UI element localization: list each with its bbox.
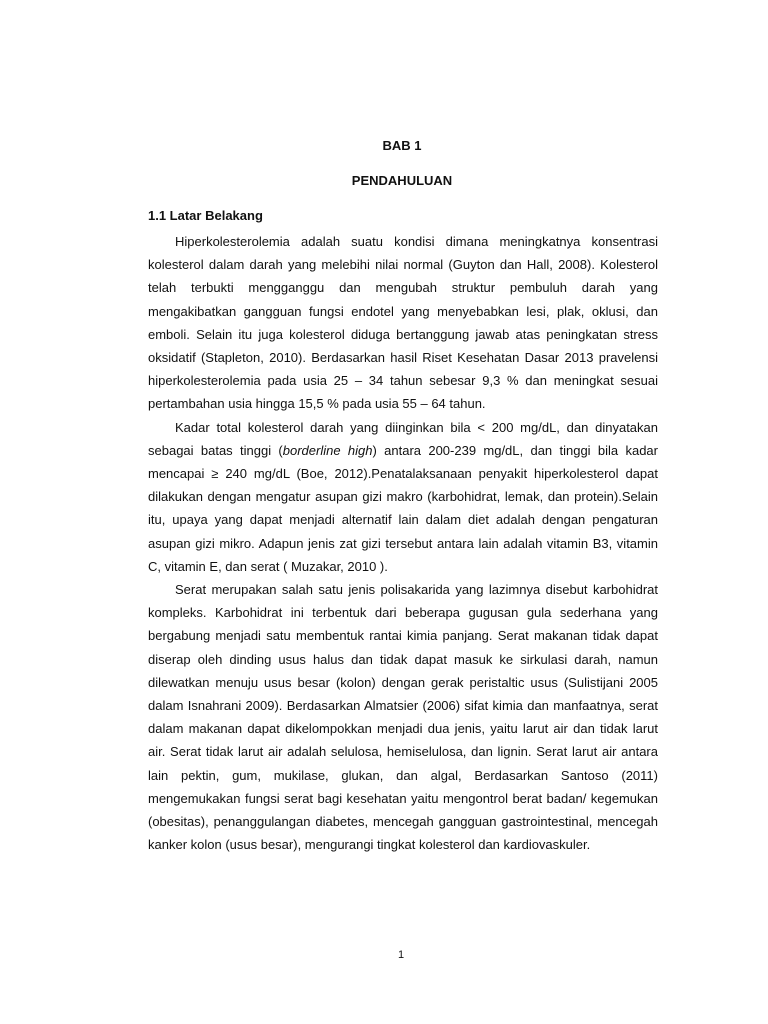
paragraph-2-part-2: ) antara 200-239 mg/dL, dan tinggi bila kadar mencapai ≥ 240 mg/dL (Boe, 2012).Penatalaksanaan penyakit hiperkolesterol dapat dilakukan dengan mengatur asupan gizi makro (karbohidrat, lemak, dan protein).Selain itu, upaya yang dapat menjadi alternatif lain dalam diet adalah dengan pengaturan asupan gizi mikro. Adapun jenis zat gizi tersebut antara lain adalah vitamin B3, vitamin C, vitamin E, dan serat ( Muzakar, 2010 ). <box>148 442 658 574</box>
chapter-heading: BAB 1 <box>382 138 422 153</box>
section-heading: 1.1 Latar Belakang <box>148 208 263 223</box>
body-text <box>148 230 658 856</box>
paragraph-2 <box>148 416 658 578</box>
paragraph-1: Hiperkolesterolemia adalah suatu kondisi dimana meningkatnya konsentrasi kolesterol dalam darah yang melebihi nilai normal (Guyton dan Hall, 2008). Kolesterol telah terbukti mengganggu dan mengubah struktur pembuluh darah yang mengakibatkan gangguan fungsi endotel yang menyebabkan lesi, plak, oklusi, dan emboli. Selain itu juga kolesterol diduga bertanggung jawab atas peningkatan stress oksidatif (Stapleton, 2010). Berdasarkan hasil Riset Kesehatan Dasar 2013 pravelensi hiperkolesterolemia pada usia 25 – 34 tahun sebesar 9,3 % dan meningkat sesuai pertambahan usia hingga 15,5 % pada usia 55 – 64 tahun. <box>148 234 658 412</box>
paragraph-2-part-1: Kadar total kolesterol darah yang diinginkan bila < 200 mg/dL, dan dinyatakan sebagai batas tinggi ( <box>148 419 658 458</box>
paragraph-3: Serat merupakan salah satu jenis polisakarida yang lazimnya disebut karbohidrat kompleks. Karbohidrat ini terbentuk dari beberapa gugusan gula sederhana yang bergabung menjadi satu membentuk rantai kimia panjang. Serat makanan tidak dapat diserap oleh dinding usus halus dan tidak dapat masuk ke sirkulasi darah, namun dilewatkan menuju usus besar (kolon) dengan gerak peristaltic usus (Sulistijani 2005 dalam Isnahrani 2009). Berdasarkan Almatsier (2006) sifat kimia dan manfaatnya, serat dalam makanan dapat dikelompokkan menjadi dua jenis, yaitu larut air dan tidak larut air. Serat tidak larut air adalah selulosa, hemiselulosa, dan lignin. Serat larut air antara lain pektin, gum, mukilase, glukan, dan algal, Berdasarkan Santoso (2011) mengemukakan fungsi serat bagi kesehatan yaitu mengontrol berat badan/ kegemukan (obesitas), penanggulangan diabetes, mencegah gangguan gastrointestinal, mencegah kanker kolon (usus besar), mengurangi tingkat kolesterol dan kardiovaskuler. <box>148 582 658 853</box>
page-number: 1 <box>397 949 405 961</box>
paragraph-2-italic: borderline high <box>282 442 373 458</box>
chapter-title: PENDAHULUAN <box>351 173 453 188</box>
